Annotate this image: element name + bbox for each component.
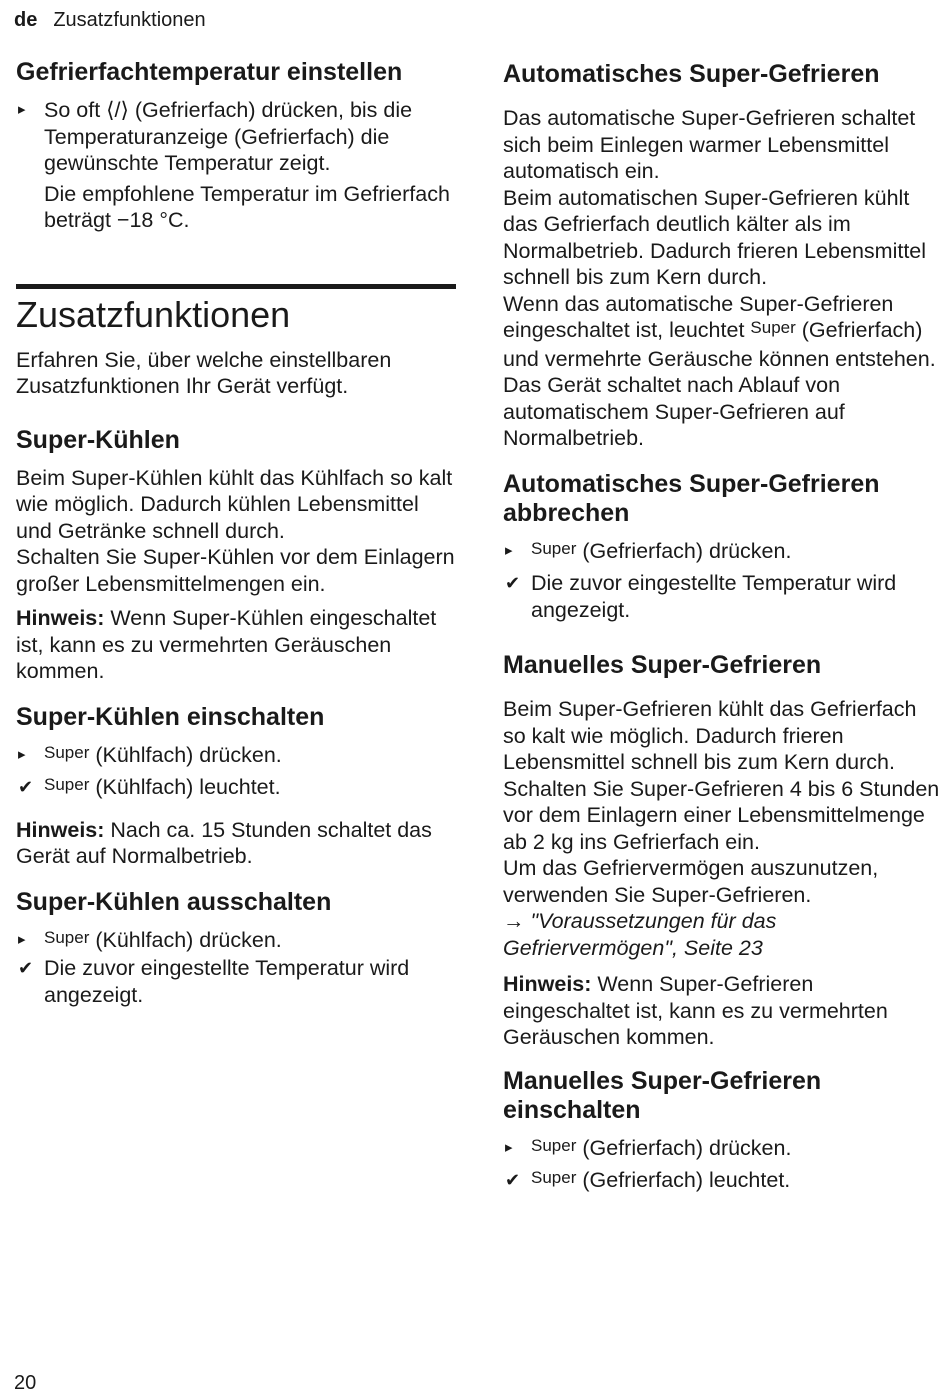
section-rule <box>16 284 456 289</box>
abbrechen-heading: Automatisches Super-Gefrieren abbrechen <box>503 469 880 527</box>
super-key-icon: Super <box>531 1135 577 1155</box>
superkuehl-heading: Super-Kühlen <box>16 425 180 454</box>
gefrier-step: ▸ So oft ⟨/⟩ (Gefrierfach) drücken, bis die Temperaturanzeige (Gefrierfach) die gewünschte Temperatur zeigt. <box>18 98 413 175</box>
gefrier-heading: Gefrierfachtemperatur einstellen <box>16 58 403 86</box>
gefrier-note: Die empfohlene Temperatur im Gefrierfach beträgt −18 °C. <box>44 181 450 232</box>
manuell-heading: Manuelles Super-Gefrieren <box>503 651 822 679</box>
check-icon: ✔ <box>18 958 34 978</box>
auto-paragraph-3: Wenn das automatische Super-Gefrieren eingeschaltet ist, leuchtet Super (Gefrierfach) und vermehrte Geräusche können entstehen. <box>503 291 936 371</box>
cross-reference-link[interactable]: → "Voraussetzungen für das Gefriervermögen", Seite 23 <box>503 909 777 960</box>
superkuehl-aus-step: ▸ Super (Kühlfach) drücken. <box>18 927 282 952</box>
abbrechen-result: ✔ Die zuvor eingestellte Temperatur wird angezeigt. <box>505 571 897 622</box>
super-key-icon: Super <box>44 775 90 794</box>
header-section: Zusatzfunktionen <box>53 9 206 31</box>
super-key-icon: Super <box>750 318 796 337</box>
super-key-icon: Super <box>531 538 577 558</box>
step-icon: ▸ <box>18 101 26 118</box>
auto-heading: Automatisches Super-Gefrieren <box>503 60 880 88</box>
super-key-icon: Super <box>44 742 90 762</box>
super-key-icon: Super <box>531 1168 577 1187</box>
superkuehl-ein-result: ✔ Super (Kühlfach) leuchtet. <box>18 775 281 799</box>
language-code: de <box>14 9 38 31</box>
superkuehl-ein-heading: Super-Kühlen einschalten <box>16 702 325 731</box>
manuell-ein-result: ✔ Super (Gefrierfach) leuchtet. <box>505 1168 791 1192</box>
superkuehl-paragraph-1: Beim Super-Kühlen kühlt das Kühlfach so kalt wie möglich. Dadurch kühlen Lebensmittel und Getränke schnell durch. <box>16 465 453 543</box>
step-icon: ▸ <box>505 541 513 559</box>
check-icon: ✔ <box>505 573 521 593</box>
step-icon: ▸ <box>505 1138 513 1156</box>
manuell-ein-step: ▸ Super (Gefrierfach) drücken. <box>505 1135 792 1160</box>
temp-select-icon: ⟨/⟩ <box>106 98 129 122</box>
auto-paragraph-1: Das automatische Super-Gefrieren schaltet sich beim Einlegen warmer Lebensmittel automatisch ein. <box>503 106 916 183</box>
check-icon: ✔ <box>18 777 34 797</box>
step-icon: ▸ <box>18 930 26 948</box>
left-column <box>16 58 456 1008</box>
section-title: Zusatzfunktionen <box>16 293 291 335</box>
manuell-paragraph-1: Beim Super-Gefrieren kühlt das Gefrierfach so kalt wie möglich. Dadurch frieren Lebensmittel schnell bis zum Kern durch. <box>503 697 917 774</box>
abbrechen-step: ▸ Super (Gefrierfach) drücken. <box>505 538 792 563</box>
check-icon: ✔ <box>505 1170 521 1190</box>
superkuehl-hinweis: Hinweis: Wenn Super-Kühlen eingeschaltet ist, kann es zu vermehrten Geräuschen kommen. <box>16 606 437 683</box>
section-intro: Erfahren Sie, über welche einstellbaren Zusatzfunktionen Ihr Gerät verfügt. <box>16 347 392 398</box>
step-icon: ▸ <box>18 745 26 763</box>
super-key-icon: Super <box>44 927 90 947</box>
superkuehl-ein-hinweis: Hinweis: Nach ca. 15 Stunden schaltet das Gerät auf Normalbetrieb. <box>16 817 432 868</box>
auto-paragraph-2: Beim automatischen Super-Gefrieren kühlt das Gefrierfach deutlich kälter als im Normalbetrieb. Dadurch frieren Lebensmittel schnell bis zum Kern durch. <box>503 185 927 289</box>
page-header <box>14 9 206 32</box>
manuell-hinweis: Hinweis: Wenn Super-Gefrieren eingeschaltet ist, kann es zu vermehrten Geräuschen kommen. <box>503 972 888 1049</box>
manuell-ein-heading: Manuelles Super-Gefrieren einschalten <box>503 1066 822 1124</box>
manuell-paragraph-2: Schalten Sie Super-Gefrieren 4 bis 6 Stunden vor dem Einlagern einer Lebensmittelmenge ab 2 kg ins Gefrierfach ein. <box>503 776 940 854</box>
auto-paragraph-4: Das Gerät schaltet nach Ablauf von automatischem Super-Gefrieren auf Normalbetrieb. <box>503 373 845 450</box>
superkuehl-aus-heading: Super-Kühlen ausschalten <box>16 887 332 916</box>
arrow-right-icon: → <box>503 909 525 933</box>
page-number: 20 <box>14 1372 37 1394</box>
right-column <box>503 58 943 1196</box>
manuell-paragraph-3: Um das Gefriervermögen auszunutzen, verwenden Sie Super-Gefrieren. <box>503 856 879 907</box>
superkuehl-paragraph-2: Schalten Sie Super-Kühlen vor dem Einlagern großer Lebensmittelmengen ein. <box>16 545 455 596</box>
superkuehl-ein-step: ▸ Super (Kühlfach) drücken. <box>18 742 282 767</box>
superkuehl-aus-result: ✔ Die zuvor eingestellte Temperatur wird angezeigt. <box>18 956 410 1007</box>
